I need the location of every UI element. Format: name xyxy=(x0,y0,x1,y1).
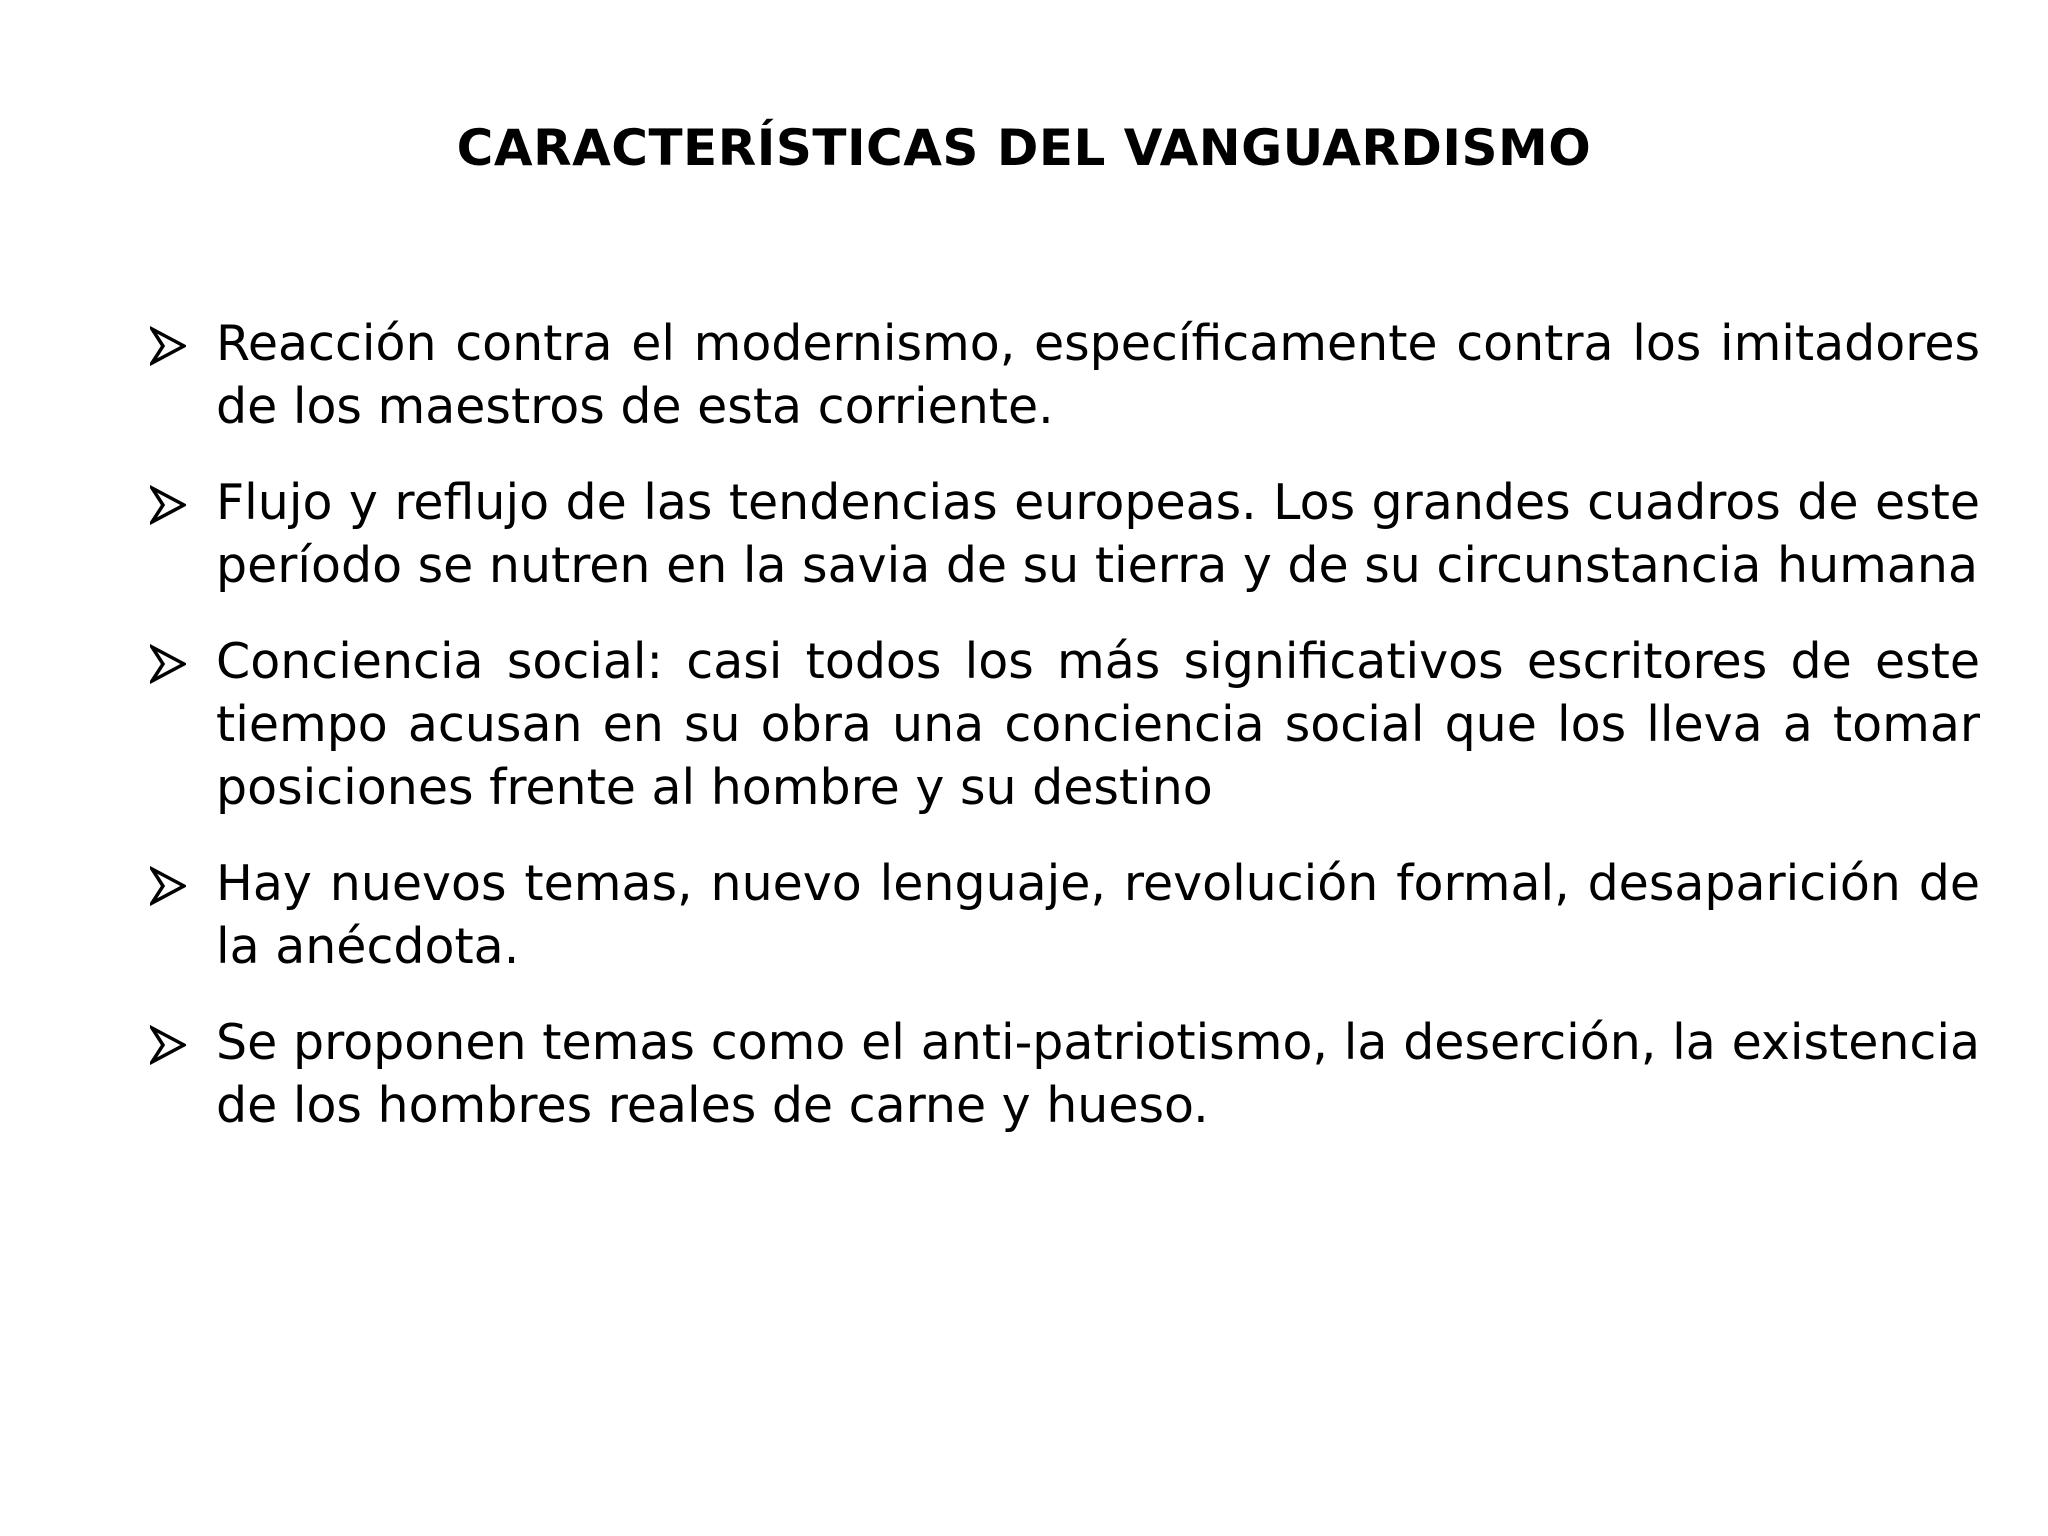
list-item xyxy=(150,630,1980,819)
bullet-text: Hay nuevos temas, nuevo lenguaje, revolución formal, desaparición de la anécdota. xyxy=(216,855,1980,975)
arrowhead-bullet-icon xyxy=(150,644,186,684)
bullet-text: Flujo y reflujo de las tendencias europeas. Los grandes cuadros de este período se nutren en la savia de su tierra y de su circunstancia humana xyxy=(216,474,1980,594)
arrowhead-bullet-icon xyxy=(150,866,186,906)
list-item xyxy=(150,852,1980,978)
bullet-list xyxy=(150,312,1980,1170)
list-item xyxy=(150,1011,1980,1137)
page-title: CARACTERÍSTICAS DEL VANGUARDISMO xyxy=(456,118,1592,177)
arrowhead-bullet-icon xyxy=(150,485,186,525)
bullet-text: Se proponen temas como el anti-patriotismo, la deserción, la existencia de los hombres reales de carne y hueso. xyxy=(216,1014,1980,1134)
arrowhead-bullet-icon xyxy=(150,326,186,366)
list-item xyxy=(150,312,1980,438)
list-item xyxy=(150,471,1980,597)
bullet-text: Reacción contra el modernismo, específicamente contra los imitadores de los maestros de esta corriente. xyxy=(216,315,1980,435)
arrowhead-bullet-icon xyxy=(150,1025,186,1065)
bullet-text: Conciencia social: casi todos los más significativos escritores de este tiempo acusan en su obra una conciencia social que los lleva a tomar posiciones frente al hombre y su destino xyxy=(216,633,1980,816)
